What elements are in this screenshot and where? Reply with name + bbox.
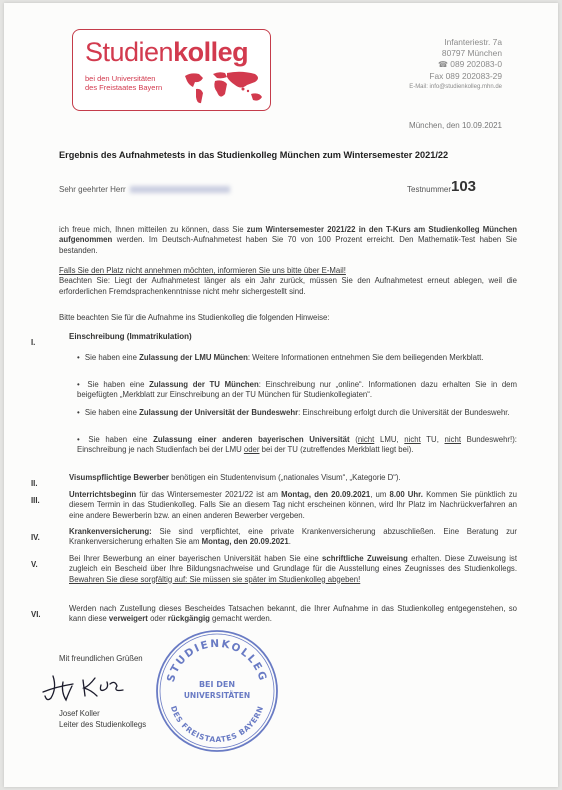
stamp-top-text: STUDIENKOLLEG — [164, 637, 270, 684]
section-6-text: Werden nach Zustellung dieses Bescheides Tatsachen bekannt, die Ihrer Aufnahme in das Studienkolleg entgegenstehen, so kann diese verweigert oder rückgängig gemacht werden. — [69, 604, 517, 624]
section-3-number: III. — [31, 496, 40, 505]
signatory-role: Leiter des Studienkollegs — [59, 720, 147, 729]
section-1-number: I. — [31, 338, 36, 347]
section-2-number: II. — [31, 479, 38, 488]
phone-line: ☎ 089 202083-0 — [409, 59, 502, 70]
stamp-bottom-text: DES FREISTAATES BAYERN — [168, 704, 266, 745]
email: E-Mail: info@studienkolleg.mhn.de — [409, 83, 502, 90]
logo-title: Studienkolleg — [85, 37, 249, 67]
closing-greeting: Mit freundlichen Grüßen — [59, 654, 143, 663]
redacted-name — [130, 186, 230, 193]
notice-paragraph: Falls Sie den Platz nicht annehmen möchten, informieren Sie uns bitte über E-Mail! Beachten Sie: Liegt der Aufnahmetest länger als ein Jahr zurück, müssen Sie den Aufnahmetest erneut ablegen, weil die erforderlichen Fremdsprachenkenntnisse nicht mehr sichergestellt sind. — [59, 266, 517, 296]
intro-paragraph: ich freue mich, Ihnen mitteilen zu können, dass Sie zum Wintersemester 2021/22 in den T-Kurs am Studienkolleg München aufgenommen werden. Im Deutsch-Aufnahmetest haben Sie 70 von 100 Prozent erreicht. Den Mathematik-Test haben Sie bestanden. — [59, 225, 517, 255]
section-5-number: V. — [31, 560, 38, 569]
stamp-mid-2: UNIVERSITÄTEN — [183, 691, 251, 700]
salutation: Sehr geehrter Herr — [59, 185, 230, 194]
section-6-number: VI. — [31, 610, 41, 619]
stamp-mid-1: BEI DEN — [198, 680, 236, 689]
section-5-text: Bei Ihrer Bewerbung an einer bayerischen Universität haben Sie eine schriftliche Zuweisung erhalten. Diese Zuweisung ist zugleich ein Bescheid über Ihre Bildungsnachweise und Grundlage für die Ausstellung eines Zeugnisses des Studienkollegs. Bewahren Sie diese sorgfältig auf: Sie müssen sie später im Studienkolleg abgeben! — [69, 554, 517, 584]
section-3-text: Unterrichtsbeginn für das Wintersemester 2021/22 ist am Montag, den 20.09.2021, um 8.00 Uhr. Kommen Sie pünktlich zu diesem Termin in das Studienkolleg. Falls Sie an diesem Tag nicht erscheinen können, wird Ihr Platz im Nachrückverfahren an eine andere Bewerberin bzw. an einen anderen Bewerber vergeben. — [69, 490, 517, 520]
world-map-icon — [183, 70, 267, 106]
bullet-tum: • Sie haben eine Zulassung der TU München: Einschreibung nur „online“. Informationen dazu erhalten Sie in dem beigefügten „Merkblatt zur Einschreibung an der TU München für Studienkollegiaten“. — [77, 380, 517, 401]
letter-subject: Ergebnis des Aufnahmetests in das Studienkolleg München zum Wintersemester 2021/22 — [59, 150, 449, 160]
testnummer-value: 103 — [451, 178, 477, 195]
svg-text:STUDIENKOLLEG — [165, 638, 269, 684]
svg-text:DES FREISTAATES BAYERN — [169, 705, 265, 744]
hints-intro: Bitte beachten Sie für die Aufnahme ins Studienkolleg die folgenden Hinweise: — [59, 313, 330, 322]
official-stamp — [152, 626, 282, 756]
section-4-number: IV. — [31, 533, 40, 542]
signatory-name: Josef Koller — [59, 709, 100, 718]
section-2-text: Visumspflichtige Bewerber benötigen ein Studentenvisum („nationales Visum“, „Kategorie D“). — [69, 473, 401, 482]
bullet-other-university: • Sie haben eine Zulassung einer anderen bayerischen Universität (nicht LMU, nicht TU, nicht Bundeswehr!): Einschreibung je nach Studienfach bei der LMU oder bei der TU (zutreffendes Merkblatt liegt bei). — [77, 435, 517, 456]
logo-subtitle: bei den Universitäten des Freistaates Bayern — [85, 74, 163, 92]
city: 80797 München — [441, 48, 502, 59]
section-1-title: Einschreibung (Immatrikulation) — [69, 332, 192, 341]
testnummer-label: Testnummer — [407, 185, 452, 194]
handwritten-signature — [39, 670, 134, 705]
phone-icon: ☎ — [438, 60, 448, 70]
address-block — [409, 37, 502, 93]
studienkolleg-logo — [72, 29, 271, 111]
street: Infanteriestr. 7a — [444, 37, 502, 47]
bullet-lmu: • Sie haben eine Zulassung der LMU München: Weitere Informationen entnehmen Sie dem beiliegenden Merkblatt. — [77, 353, 517, 363]
letter-page — [4, 3, 558, 787]
bullet-bundeswehr: • Sie haben eine Zulassung der Universität der Bundeswehr: Einschreibung erfolgt durch die Universität der Bundeswehr. — [77, 408, 517, 418]
section-4-text: Krankenversicherung: Sie sind verpflichtet, eine private Krankenversicherung abzuschließen. Eine Beratung zur Krankenversicherung erhalten Sie am Montag, den 20.09.2021. — [69, 527, 517, 547]
fax-line: Fax 089 202083-29 — [429, 70, 502, 81]
letter-date: München, den 10.09.2021 — [409, 121, 502, 130]
